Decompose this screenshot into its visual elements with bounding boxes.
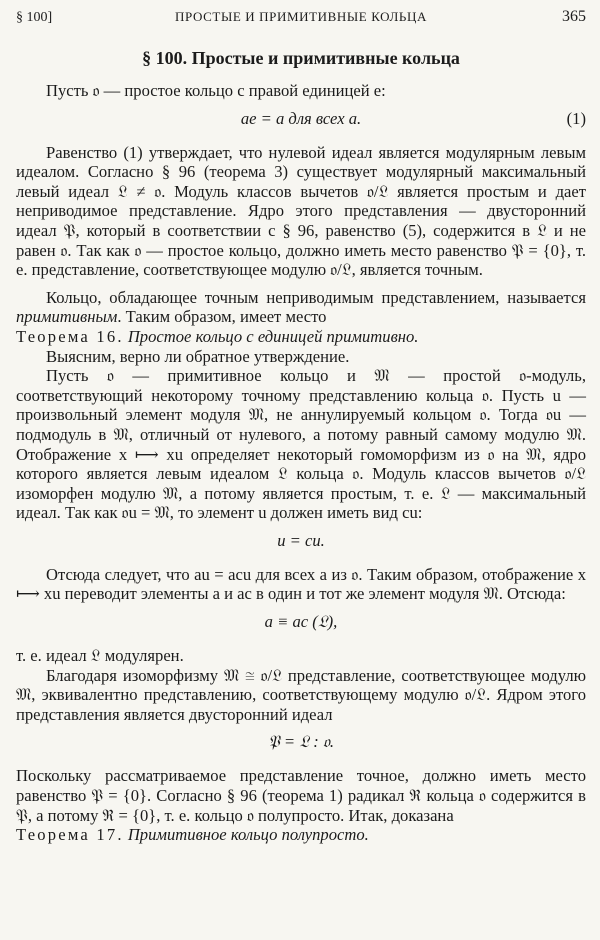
- theorem-16: [16, 327, 586, 347]
- paragraph-converse-question: Выясним, верно ли обратное утверждение.: [46, 346, 350, 366]
- equation-u-cu-formula: u = cu.: [277, 530, 325, 550]
- paragraph-modular: т. е. идеал 𝔏 модулярен.: [16, 646, 184, 666]
- equation-u-cu: [16, 531, 586, 551]
- definition-text-start: Кольцо, обладающее точным неприводимым представлением, называется: [46, 287, 586, 307]
- section-title: § 100. Простые и примитивные кольца: [142, 48, 460, 68]
- running-head: [16, 8, 586, 32]
- equation-1: [16, 109, 586, 129]
- running-title: ПРОСТЫЕ И ПРИМИТИВНЫЕ КОЛЬЦА: [175, 9, 427, 24]
- paragraph-isomorphism: Благодаря изоморфизму 𝔐 ≅ 𝔬/𝔏 представление, соответствующее модулю 𝔐, эквивалентно представлению, соответствующему модулю 𝔬/𝔏. Ядром этого представления является двусторонний идеал: [16, 665, 586, 724]
- theorem-16-label: Теорема 16.: [16, 326, 124, 346]
- paragraph-consequence: Отсюда следует, что au = acu для всех a из 𝔬. Таким образом, отображение x ⟼ xu переводит элементы a и ac в один и тот же элемент модуля 𝔐. Отсюда:: [16, 564, 586, 604]
- page-number: 365: [562, 8, 586, 25]
- equation-kernel-formula: 𝔓 = 𝔏 : 𝔬.: [267, 732, 335, 752]
- theorem-16-statement: Простое кольцо с единицей примитивно.: [127, 326, 419, 346]
- definition-term: примитивным: [16, 307, 118, 327]
- paragraph-modular-ideal: Равенство (1) утверждает, что нулевой идеал является модулярным левым идеалом. Согласно § 96 (теорема 3) существует модулярный максимальный левый идеал 𝔏 ≠ 𝔬. Модуль классов вычетов 𝔬/𝔏 является простым и дает неприводимое представление. Ядро этого представления — двусторонний идеал 𝔓, который в соответствии с § 96, равенство (5), содержится в 𝔏 и не равен 𝔬. Так как 𝔬 — простое кольцо, должно иметь место равенство 𝔓 = {0}, т. е. представление, соответствующее модулю 𝔬/𝔏, является точным.: [16, 142, 586, 280]
- equation-1-number: (1): [566, 108, 586, 128]
- equation-1-formula: ae = a для всех a.: [240, 108, 362, 128]
- equation-kernel: [16, 732, 586, 752]
- paragraph-semisimple: Поскольку рассматриваемое представление точное, должно иметь место равенство 𝔓 = {0}. Согласно § 96 (теорема 1) радикал ℜ кольца 𝔬 содержится в 𝔓, а потому ℜ = {0}, т. е. кольцо 𝔬 полупросто. Итак, доказана: [16, 766, 586, 825]
- paragraph-intro: Пусть 𝔬 — простое кольцо с правой единицей e:: [46, 81, 386, 100]
- theorem-17-label: Теорема 17.: [16, 825, 124, 845]
- definition-text-end: . Таким образом, имеет место: [117, 307, 327, 327]
- equation-congruence: [16, 612, 586, 632]
- theorem-17-statement: Примитивное кольцо полупросто.: [127, 825, 369, 845]
- paragraph-primitive-ring: Пусть 𝔬 — примитивное кольцо и 𝔐 — простой 𝔬-модуль, соответствующий некоторому точному представлению кольца 𝔬. Пусть u — произвольный элемент модуля 𝔐, не аннулируемый кольцом 𝔬. Тогда 𝔬u — подмодуль в 𝔐, отличный от нулевого, а потому равный самому модулю 𝔐. Отображение x ⟼ xu определяет некоторый гомоморфизм из 𝔬 на 𝔐, ядро которого является левым идеалом 𝔏 кольца 𝔬. Модуль классов вычетов 𝔬/𝔏 изоморфен модулю 𝔐, а потому является простым, т. е. 𝔏 — максимальный идеал. Так как 𝔬u = 𝔐, то элемент u должен иметь вид cu:: [16, 366, 586, 523]
- equation-congruence-formula: a ≡ ac (𝔏),: [264, 612, 338, 632]
- theorem-17: [16, 825, 586, 845]
- section-reference: § 100]: [16, 10, 53, 25]
- paragraph-primitive-definition: [16, 288, 586, 327]
